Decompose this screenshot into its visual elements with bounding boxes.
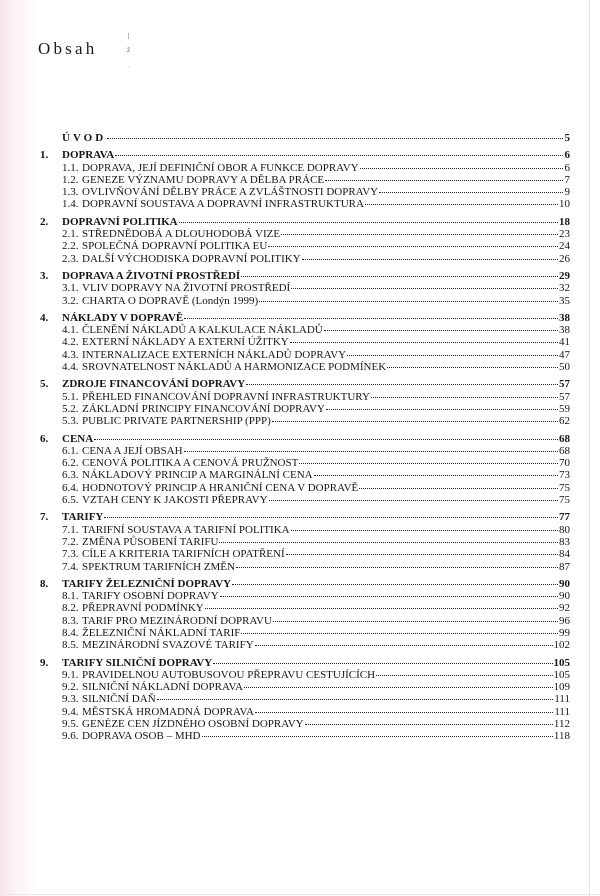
- toc-section-number: 3.1.: [62, 282, 79, 295]
- toc-section-title: [82, 693, 156, 705]
- toc-entry-section[interactable]: [40, 240, 570, 252]
- dot-leader: [325, 179, 563, 181]
- toc-page-number: 90: [559, 590, 570, 603]
- toc-page-number: 70: [559, 457, 570, 470]
- toc-page-number: 9: [564, 186, 570, 199]
- dot-leader: [376, 674, 552, 676]
- dot-leader: [273, 620, 558, 622]
- toc-entry-chapter[interactable]: [40, 270, 570, 282]
- toc-entry-chapter[interactable]: [40, 216, 570, 228]
- toc-section-title: [82, 548, 285, 560]
- toc-section-title-text: DOPRAVA, JEJÍ DEFINIČNÍ OBOR A FUNKCE DOPRAVY: [82, 161, 359, 174]
- dot-leader: [94, 438, 558, 440]
- toc-entry-section[interactable]: [40, 548, 570, 560]
- toc-chapter-title: ZDROJE FINANCOVÁNÍ DOPRAVY: [62, 378, 246, 391]
- dot-leader: [220, 595, 558, 597]
- toc-section-title-suffix: (Londýn 1999): [189, 294, 259, 307]
- toc-section-title: [82, 615, 272, 627]
- toc-entry-section[interactable]: [40, 445, 570, 457]
- toc-chapter-title: TARIFY ŽELEZNIČNÍ DOPRAVY: [62, 577, 232, 590]
- dot-leader: [255, 644, 553, 646]
- toc-page-number: 57: [559, 378, 570, 391]
- dot-leader: [371, 396, 558, 398]
- toc-section-number: 7.1.: [62, 523, 79, 536]
- toc-section-number: 5.1.: [62, 390, 79, 403]
- toc-section-title-text: NÁKLADOVÝ PRINCIP A MARGINÁLNÍ CENA: [82, 469, 313, 482]
- toc-chapter-number: 8.: [40, 577, 49, 590]
- toc-page-number: 73: [559, 469, 570, 482]
- toc-section-number: 9.3.: [62, 693, 79, 706]
- toc-section-title-text: SILNIČNÍ NÁKLADNÍ DOPRAVA: [82, 681, 243, 694]
- toc-chapter-number: 4.: [40, 311, 49, 324]
- toc-section-title-text: SILNIČNÍ DAŇ: [82, 693, 156, 706]
- toc-page-number: 75: [559, 494, 570, 507]
- dot-leader: [259, 300, 558, 302]
- toc-section-number: 4.3.: [62, 348, 79, 361]
- toc-entry-section[interactable]: [40, 282, 570, 294]
- toc-page-number: 105: [553, 656, 570, 669]
- toc-page-number: 26: [559, 252, 570, 265]
- toc-section-title: [82, 494, 268, 506]
- toc-page-number: 18: [559, 215, 570, 228]
- page-edge-right: [589, 0, 590, 896]
- toc-section-title-text: PŘEHLED FINANCOVÁNÍ DOPRAVNÍ INFRASTRUKTURY: [82, 390, 370, 403]
- toc-chapter-title: DOPRAVA: [62, 149, 115, 162]
- toc-section-title: [82, 253, 301, 265]
- toc-section-title: [82, 403, 325, 415]
- toc-entry-section[interactable]: [40, 494, 570, 506]
- toc-section-number: 4.2.: [62, 336, 79, 349]
- toc-page-number: 83: [559, 535, 570, 548]
- toc-section-title-text: ŽELEZNIČNÍ NÁKLADNÍ TARIF: [82, 626, 241, 639]
- dot-leader: [104, 516, 558, 518]
- toc-section-number: 6.4.: [62, 481, 79, 494]
- toc-section-title-text: TARIF PRO MEZINÁRODNÍ DOPRAVU: [82, 614, 272, 627]
- toc-section-number: 4.4.: [62, 361, 79, 374]
- toc-page-number: 68: [559, 432, 570, 445]
- toc-section-title-text: GENÉZE CEN JÍZDNÉHO OSOBNÍ DOPRAVY: [82, 718, 304, 731]
- toc-section-title: [82, 524, 290, 536]
- toc-entry-section[interactable]: [40, 615, 570, 627]
- dot-leader: [347, 354, 558, 356]
- toc-section-title: [82, 536, 218, 548]
- toc-entry-section[interactable]: [40, 336, 570, 348]
- toc-entry-section[interactable]: [40, 228, 570, 240]
- toc-page-number: 77: [559, 511, 570, 524]
- toc-page-number: 7: [564, 173, 570, 186]
- toc-entry-section[interactable]: [40, 693, 570, 705]
- toc-entry-section[interactable]: [40, 536, 570, 548]
- toc-section-title: [82, 681, 243, 693]
- page-edge-bottom: [0, 894, 600, 895]
- toc-entry-section[interactable]: [40, 361, 570, 373]
- dot-leader: [286, 553, 558, 555]
- toc-section-title: [82, 602, 204, 614]
- toc-entry-chapter[interactable]: [40, 657, 570, 669]
- toc-entry-section[interactable]: [40, 198, 570, 210]
- dot-leader: [232, 583, 558, 585]
- toc-section-number: 6.1.: [62, 444, 79, 457]
- toc-section-title: [82, 174, 324, 186]
- dot-leader: [202, 735, 553, 737]
- dot-leader: [246, 383, 558, 385]
- toc-entry-section[interactable]: [40, 174, 570, 186]
- toc-section-number: 1.1.: [62, 161, 79, 174]
- toc-section-number: 8.1.: [62, 590, 79, 603]
- toc-section-number: 1.4.: [62, 198, 79, 211]
- toc-entry-section[interactable]: [40, 590, 570, 602]
- toc-section-title: [82, 482, 358, 494]
- toc-page-number: 68: [559, 444, 570, 457]
- toc-section-title-text: DOPRAVNÍ SOUSTAVA A DOPRAVNÍ INFRASTRUKTURA: [82, 198, 364, 211]
- toc-section-title-text: HODNOTOVÝ PRINCIP A HRANIČNÍ CENA V DOPRAVĚ: [82, 481, 359, 494]
- toc-page-number: 10: [559, 198, 570, 211]
- toc-entry-section[interactable]: [40, 415, 570, 427]
- toc-section-title: [82, 561, 235, 573]
- dot-leader: [269, 499, 558, 501]
- toc-entry-section[interactable]: [40, 561, 570, 573]
- page-title: Obsah: [38, 39, 98, 58]
- toc-section-title: [82, 349, 346, 361]
- toc-entry-section[interactable]: [40, 469, 570, 481]
- dot-leader: [213, 662, 552, 664]
- dot-leader: [244, 686, 553, 688]
- dot-leader: [255, 711, 553, 713]
- toc-section-title-text: GENEZE VÝZNAMU DOPRAVY A DĚLBA PRÁCE: [82, 173, 325, 186]
- toc-page-number: 32: [559, 282, 570, 295]
- toc-section-title-text: ZÁKLADNÍ PRINCIPY FINANCOVÁNÍ DOPRAVY: [82, 402, 325, 415]
- toc-chapter-title: DOPRAVNÍ POLITIKA: [62, 215, 178, 228]
- toc-section-title-text: EXTERNÍ NÁKLADY A EXTERNÍ ÚŽITKY: [82, 336, 289, 349]
- toc-section-title: [82, 445, 183, 457]
- dot-leader: [359, 487, 558, 489]
- toc-entry-section[interactable]: [40, 482, 570, 494]
- toc-section-title: [82, 391, 370, 403]
- toc-section-title: [82, 415, 271, 427]
- toc-page-number: 105: [553, 668, 570, 681]
- toc-section-title: [82, 240, 267, 252]
- toc-entry-intro[interactable]: [40, 132, 570, 144]
- toc-entry-section[interactable]: [40, 627, 570, 639]
- toc-chapter-title: DOPRAVA A ŽIVOTNÍ PROSTŘEDÍ: [62, 269, 241, 282]
- toc-section-title: [82, 186, 378, 198]
- toc-page-number: 118: [553, 730, 570, 743]
- toc-entry-section[interactable]: [40, 718, 570, 730]
- toc-section-title: [82, 361, 386, 373]
- toc-page-number: 57: [559, 390, 570, 403]
- toc-section-title: [82, 324, 323, 336]
- toc-chapter-title: TARIFY SILNIČNÍ DOPRAVY: [62, 656, 213, 669]
- toc-chapter-number: 7.: [40, 511, 49, 524]
- toc-page-number: 5: [564, 132, 570, 144]
- toc-page-number: 38: [559, 311, 570, 324]
- toc-section-title-text: DOPRAVA OSOB – MHD: [82, 730, 201, 743]
- toc-entry-section[interactable]: [40, 349, 570, 361]
- toc-entry-chapter[interactable]: [40, 578, 570, 590]
- toc-section-title: [82, 469, 313, 481]
- toc-section-number: 9.1.: [62, 668, 79, 681]
- toc-page-number: 62: [559, 415, 570, 428]
- toc-page-number: 47: [559, 348, 570, 361]
- toc-entry-chapter[interactable]: [40, 149, 570, 161]
- toc-section-title: [82, 730, 201, 742]
- margin-mark: /: [125, 30, 132, 42]
- dot-leader: [205, 607, 558, 609]
- toc-section-title-text: VLIV DOPRAVY NA ŽIVOTNÍ PROSTŘEDÍ: [82, 282, 291, 295]
- toc-entry-section[interactable]: [40, 706, 570, 718]
- toc-section-title-text: OVLIVŇOVÁNÍ DĚLBY PRÁCE A ZVLÁŠTNOSTI DOPRAVY: [82, 186, 379, 199]
- toc-section-number: 7.3.: [62, 548, 79, 561]
- dot-leader: [219, 541, 558, 543]
- dot-leader: [379, 191, 563, 193]
- toc-chapter-number: 1.: [40, 149, 49, 162]
- toc-page-number: 41: [559, 336, 570, 349]
- toc-section-title-text: MEZINÁRODNÍ SVAZOVÉ TARIFY: [82, 639, 254, 652]
- toc-page-number: 50: [559, 361, 570, 374]
- toc-section-number: 9.2.: [62, 681, 79, 694]
- toc-section-number: 5.2.: [62, 402, 79, 415]
- dot-leader: [324, 329, 558, 331]
- table-of-contents: [40, 132, 570, 743]
- toc-section-title-text: INTERNALIZACE EXTERNÍCH NÁKLADŮ DOPRAVY: [82, 348, 347, 361]
- toc-section-title: [82, 706, 254, 718]
- toc-section-number: 7.2.: [62, 535, 79, 548]
- toc-section-number: 2.2.: [62, 240, 79, 253]
- toc-page-number: 75: [559, 481, 570, 494]
- toc-section-title-text: PŘEPRAVNÍ PODMÍNKY: [82, 602, 204, 615]
- toc-section-title-text: VZTAH CENY K JAKOSTI PŘEPRAVY: [82, 494, 268, 507]
- toc-section-number: 1.3.: [62, 186, 79, 199]
- dot-leader: [291, 287, 558, 289]
- dot-leader: [179, 221, 558, 223]
- toc-section-number: 6.3.: [62, 469, 79, 482]
- toc-entry-chapter[interactable]: [40, 433, 570, 445]
- toc-page-number: 90: [559, 577, 570, 590]
- toc-page-number: 111: [554, 693, 570, 706]
- toc-page-number: 87: [559, 560, 570, 573]
- toc-entry-section[interactable]: [40, 669, 570, 681]
- toc-entry-section[interactable]: [40, 324, 570, 336]
- toc-section-title: [82, 336, 289, 348]
- toc-page-number: 111: [554, 705, 570, 718]
- toc-chapter-number: 5.: [40, 378, 49, 391]
- dot-leader: [365, 203, 558, 205]
- toc-page-number: 29: [559, 269, 570, 282]
- dot-leader: [281, 233, 558, 235]
- toc-entry-section[interactable]: [40, 730, 570, 742]
- dot-leader: [236, 566, 558, 568]
- toc-entry-section[interactable]: [40, 186, 570, 198]
- toc-section-title: [82, 639, 254, 651]
- toc-page-number: 102: [553, 639, 570, 652]
- toc-section-title-text: STŘEDNĚDOBÁ A DLOUHODOBÁ VIZE: [82, 228, 281, 241]
- dot-leader: [184, 450, 558, 452]
- dot-leader: [387, 366, 558, 368]
- toc-section-title-text: ČLENĚNÍ NÁKLADŮ A KALKULACE NÁKLADŮ: [82, 324, 323, 337]
- toc-section-title: [82, 457, 298, 469]
- dot-leader: [241, 632, 558, 634]
- toc-section-number: 5.3.: [62, 415, 79, 428]
- toc-section-title-text: TARIFY OSOBNÍ DOPRAVY: [82, 590, 219, 603]
- toc-section-title-text: MĚSTSKÁ HROMADNÁ DOPRAVA: [82, 705, 254, 718]
- dot-leader: [290, 341, 558, 343]
- toc-section-title-text: CHARTA O DOPRAVĚ: [82, 294, 190, 307]
- dot-leader: [314, 474, 558, 476]
- dot-leader: [115, 154, 563, 156]
- toc-entry-section[interactable]: [40, 253, 570, 265]
- toc-page-number: 24: [559, 240, 570, 253]
- dot-leader: [299, 462, 558, 464]
- toc-chapter-number: 2.: [40, 215, 49, 228]
- toc-page-number: 6: [564, 149, 570, 162]
- toc-page-number: 23: [559, 228, 570, 241]
- toc-page-number: 35: [559, 294, 570, 307]
- toc-page-number: 38: [559, 324, 570, 337]
- toc-entry-chapter[interactable]: [40, 378, 570, 390]
- toc-entry-section[interactable]: [40, 295, 570, 307]
- dot-leader: [360, 167, 563, 169]
- dot-leader: [272, 420, 558, 422]
- toc-section-number: 7.4.: [62, 560, 79, 573]
- toc-page-number: 112: [553, 718, 570, 731]
- toc-section-title: [82, 669, 375, 681]
- toc-section-title: [82, 590, 219, 602]
- toc-page-number: 84: [559, 548, 570, 561]
- toc-section-title: [82, 295, 258, 307]
- toc-chapter-number: 9.: [40, 656, 49, 669]
- toc-page-number: 6: [564, 161, 570, 174]
- toc-entry-section[interactable]: [40, 602, 570, 614]
- toc-section-number: 9.6.: [62, 730, 79, 743]
- toc-section-number: 6.2.: [62, 457, 79, 470]
- dot-leader: [268, 245, 558, 247]
- toc-chapter-number: 3.: [40, 269, 49, 282]
- toc-section-number: 3.2.: [62, 294, 79, 307]
- toc-section-number: 9.4.: [62, 705, 79, 718]
- toc-entry-chapter[interactable]: [40, 312, 570, 324]
- toc-page-number: 59: [559, 402, 570, 415]
- toc-section-title-text: CENA A JEJÍ OBSAH: [82, 444, 183, 457]
- dot-leader: [107, 137, 563, 139]
- dot-leader: [302, 258, 558, 260]
- toc-section-number: 2.3.: [62, 252, 79, 265]
- toc-entry-section[interactable]: [40, 403, 570, 415]
- toc-page-number: 92: [559, 602, 570, 615]
- toc-chapter-title: NÁKLADY V DOPRAVĚ: [62, 311, 184, 324]
- toc-chapter-title: TARIFY: [62, 511, 104, 524]
- toc-entry-section[interactable]: [40, 457, 570, 469]
- dot-leader: [291, 529, 558, 531]
- toc-entry-section[interactable]: [40, 681, 570, 693]
- toc-chapter-title: CENA: [62, 432, 94, 445]
- toc-entry-chapter[interactable]: [40, 511, 570, 523]
- margin-mark: ': [128, 67, 129, 72]
- toc-title: ÚVOD: [62, 132, 107, 144]
- toc-section-title-text: CENOVÁ POLITIKA A CENOVÁ PRUŽNOST: [82, 457, 299, 470]
- toc-page-number: 109: [553, 681, 570, 694]
- toc-section-title: [82, 718, 304, 730]
- toc-entry-section[interactable]: [40, 524, 570, 536]
- dot-leader: [326, 408, 558, 410]
- toc-section-title-text: CÍLE A KRITERIA TARIFNÍCH OPATŘENÍ: [82, 548, 285, 561]
- toc-section-number: 4.1.: [62, 324, 79, 337]
- toc-section-title-text: SPEKTRUM TARIFNÍCH ZMĚN: [82, 560, 235, 573]
- toc-section-number: 2.1.: [62, 228, 79, 241]
- toc-page-number: 80: [559, 523, 570, 536]
- toc-section-title: [82, 282, 290, 294]
- toc-entry-section[interactable]: [40, 639, 570, 651]
- toc-entry-section[interactable]: [40, 162, 570, 174]
- toc-section-title: [82, 198, 364, 210]
- toc-section-title-text: TARIFNÍ SOUSTAVA A TARIFNÍ POLITIKA: [82, 523, 290, 536]
- toc-page-number: 96: [559, 614, 570, 627]
- toc-section-number: 8.5.: [62, 639, 79, 652]
- toc-chapter-number: 6.: [40, 432, 49, 445]
- toc-section-title-text: PRAVIDELNOU AUTOBUSOVOU PŘEPRAVU CESTUJÍCÍCH: [82, 668, 376, 681]
- toc-section-title-text: SPOLEČNÁ DOPRAVNÍ POLITIKA EU: [82, 240, 268, 253]
- toc-section-title: [82, 627, 240, 639]
- toc-section-title-text: ZMĚNA PŮSOBENÍ TARIFU: [82, 535, 219, 548]
- toc-section-title: [82, 162, 359, 174]
- dot-leader: [241, 275, 558, 277]
- toc-section-number: 8.4.: [62, 626, 79, 639]
- dot-leader: [305, 723, 553, 725]
- toc-section-number: 6.5.: [62, 494, 79, 507]
- toc-section-title: [82, 228, 280, 240]
- toc-section-number: 8.2.: [62, 602, 79, 615]
- toc-section-number: 8.3.: [62, 614, 79, 627]
- toc-section-number: 9.5.: [62, 718, 79, 731]
- toc-page-number: 99: [559, 626, 570, 639]
- toc-section-title-text: DALŠÍ VÝCHODISKA DOPRAVNÍ POLITIKY: [82, 252, 301, 265]
- toc-section-title-text: SROVNATELNOST NÁKLADŮ A HARMONIZACE PODMÍNEK: [82, 361, 387, 374]
- dot-leader: [184, 317, 558, 319]
- dot-leader: [157, 698, 554, 700]
- toc-entry-section[interactable]: [40, 391, 570, 403]
- toc-section-number: 1.2.: [62, 173, 79, 186]
- toc-section-title-text: PUBLIC PRIVATE PARTNERSHIP (PPP): [82, 415, 271, 428]
- margin-mark: ž: [127, 46, 131, 54]
